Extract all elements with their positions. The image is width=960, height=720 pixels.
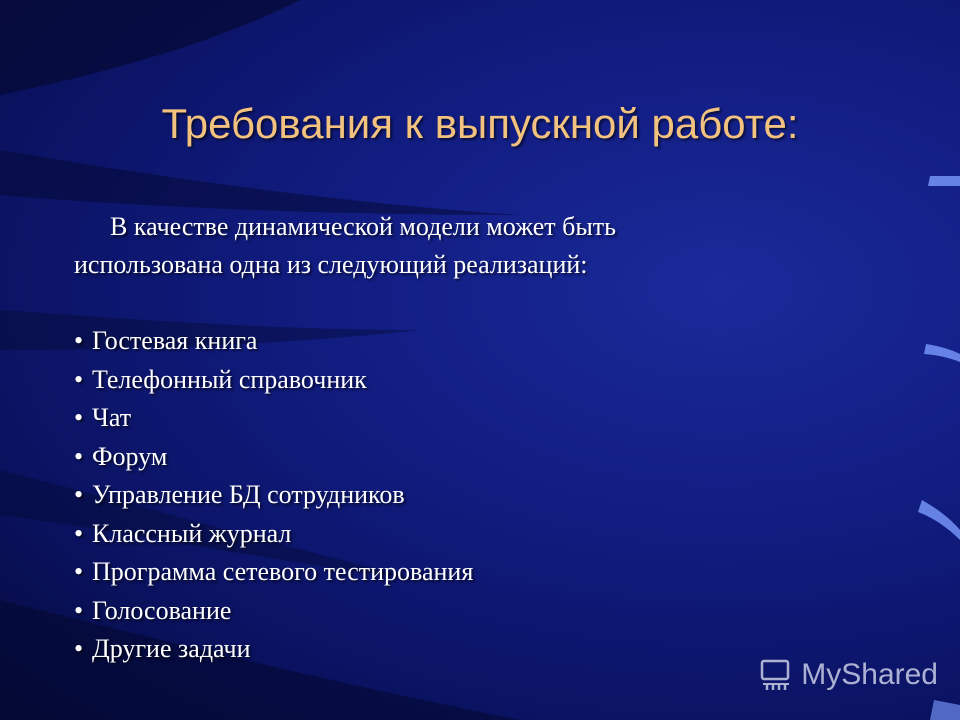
list-item bbox=[74, 399, 874, 438]
spacer bbox=[74, 284, 874, 322]
bullet-icon: • bbox=[74, 518, 84, 548]
myshared-logo-icon bbox=[759, 658, 795, 692]
list-item-label: Другие задачи bbox=[92, 634, 251, 663]
intro-line-2: использована одна из следующий реализаций: bbox=[74, 250, 588, 279]
list-item bbox=[74, 476, 874, 515]
list-item bbox=[74, 322, 874, 361]
list-item-label: Гостевая книга bbox=[92, 326, 258, 355]
list-item-label: Голосование bbox=[92, 595, 232, 625]
list-item bbox=[74, 630, 874, 669]
list-item-label: Телефонный справочник bbox=[92, 364, 367, 394]
list-item-label: Программа сетевого тестирования bbox=[92, 557, 474, 586]
bullet-icon: • bbox=[74, 480, 84, 509]
list-item bbox=[74, 438, 874, 477]
list-item-label: Классный журнал bbox=[92, 518, 292, 548]
requirements-list bbox=[74, 322, 874, 669]
list-item bbox=[74, 515, 874, 554]
list-item-label: Чат bbox=[92, 403, 132, 432]
bullet-icon: • bbox=[74, 441, 84, 471]
slide-body bbox=[74, 208, 874, 669]
list-item bbox=[74, 592, 874, 631]
bullet-icon: • bbox=[74, 364, 84, 394]
watermark-text: MyShared bbox=[801, 658, 938, 691]
list-item-label: Управление БД сотрудников bbox=[92, 480, 405, 509]
intro-line-1: В качестве динамической модели может быть bbox=[110, 212, 617, 241]
bullet-icon: • bbox=[74, 403, 84, 432]
list-item bbox=[74, 361, 874, 400]
watermark bbox=[759, 658, 938, 692]
bullet-icon: • bbox=[74, 595, 84, 625]
bullet-icon: • bbox=[74, 326, 84, 355]
list-item bbox=[74, 553, 874, 592]
slide-title: Требования к выпускной работе: bbox=[161, 100, 799, 147]
list-item-label: Форум bbox=[92, 441, 168, 471]
bullet-icon: • bbox=[74, 634, 84, 663]
bullet-icon: • bbox=[74, 557, 84, 586]
